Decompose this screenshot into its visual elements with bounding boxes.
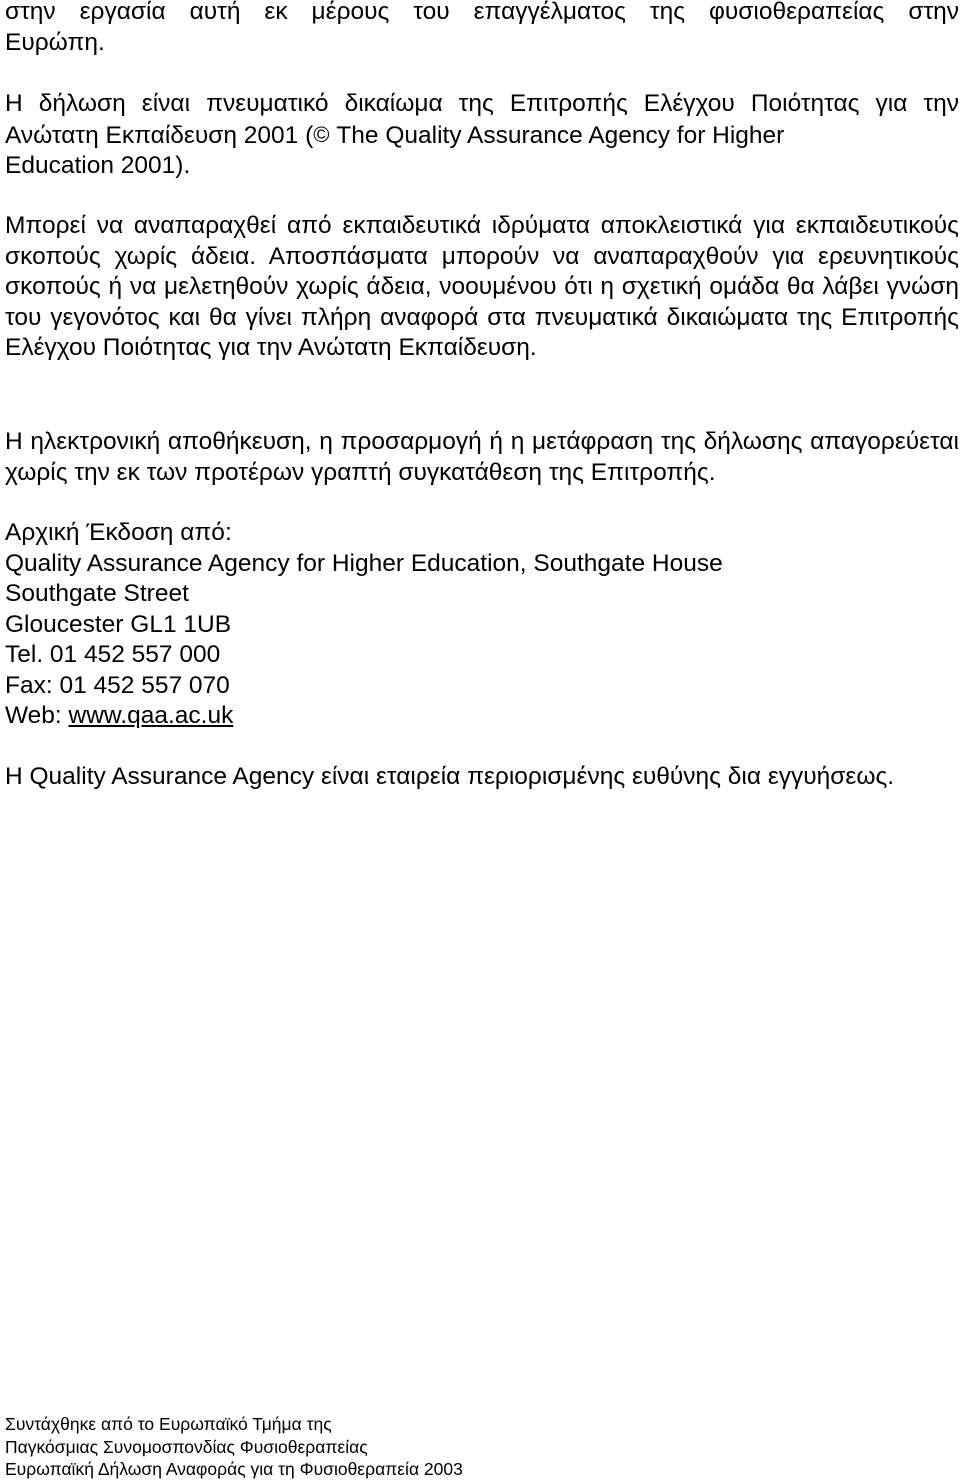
paragraph-continuation xyxy=(5,0,959,58)
publisher-street: Southgate Street xyxy=(5,580,189,607)
paragraph-line: Ευρώπη. xyxy=(5,28,105,56)
document-footer xyxy=(5,1413,463,1481)
footer-line: Ευρωπαϊκή Δήλωση Αναφοράς για τη Φυσιοθεραπεία 2003 xyxy=(5,1459,463,1479)
storage-paragraph: Η ηλεκτρονική αποθήκευση, η προσαρμογή ή η μετάφραση της δήλωσης απαγορεύεται χωρίς την εκ των προτέρων γραπτή συγκατάθεση της Επιτροπής. xyxy=(5,428,959,486)
publisher-heading: Αρχική Έκδοση από: xyxy=(5,519,232,546)
publisher-block xyxy=(5,518,959,732)
publisher-tel: Tel. 01 452 557 000 xyxy=(5,641,221,668)
publisher-city: Gloucester GL1 1UB xyxy=(5,610,232,638)
paragraph-line: στην εργασία αυτή εκ μέρους του επαγγέλματος της φυσιοθεραπείας στην xyxy=(5,0,959,25)
web-label: Web: xyxy=(5,702,69,729)
paragraph-line-start xyxy=(5,120,784,152)
publisher-name: Quality Assurance Agency for Higher Education, Southgate House xyxy=(5,549,723,577)
publisher-fax: Fax: 01 452 557 070 xyxy=(5,671,230,699)
copyright-paragraph xyxy=(5,89,959,182)
paragraph-line: Education 2001). xyxy=(5,152,191,179)
copyright-icon: © xyxy=(313,121,330,147)
text-segment: Ανώτατη Εκπαίδευση 2001 ( xyxy=(5,121,314,149)
text-segment: The Quality Assurance Agency for Higher xyxy=(329,121,785,149)
web-link[interactable]: www.qaa.ac.uk xyxy=(68,702,234,729)
footer-line: Συντάχθηκε από το Ευρωπαϊκό Τμήμα της xyxy=(5,1414,332,1434)
reproduction-paragraph: Μπορεί να αναπαραχθεί από εκπαιδευτικά ιδρύματα αποκλειστικά για εκπαιδευτικούς σκοπούς χωρίς άδεια. Αποσπάσματα μπορούν να αναπαραχθούν για ερευνητικούς σκοπούς ή να μελετηθούν χωρίς άδεια, νοουμένου ότι η σχετική ομάδα θα λάβει γνώση του γεγονότος και θα γίνει πλήρη αναφορά στα πνευματικά δικαιώματα της Επιτροπής Ελέγχου Ποιότητας για την Ανώτατη Εκπαίδευση. xyxy=(5,212,959,361)
company-paragraph: Η Quality Assurance Agency είναι εταιρεία περιορισμένης ευθύνης δια εγγυήσεως. xyxy=(5,763,895,790)
footer-line: Παγκόσμιας Συνομοσπονδίας Φυσιοθεραπείας xyxy=(5,1436,368,1457)
publisher-web xyxy=(5,701,959,732)
paragraph-line: Η δήλωση είναι πνευματικό δικαίωμα της Επιτροπής Ελέγχου Ποιότητας για την xyxy=(5,90,959,117)
paragraph-line xyxy=(5,120,959,152)
